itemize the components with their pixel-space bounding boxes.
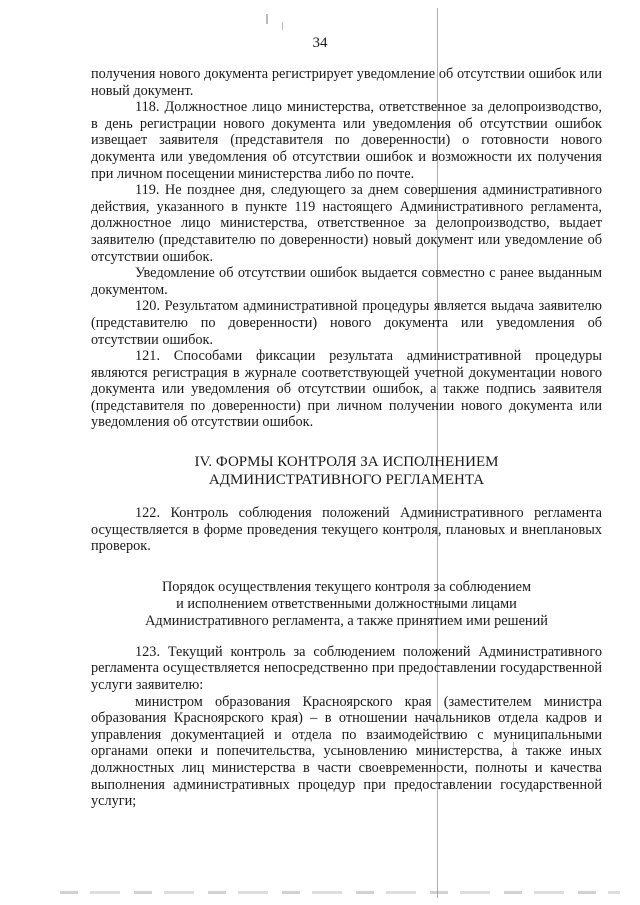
paragraph-notice: Уведомление об отсутствии ошибок выдается совместно с ранее выданным документом. (91, 265, 602, 298)
section-heading (91, 453, 602, 489)
paragraph-minister: министром образования Красноярского края (заместителем министра образования Красноярского края) – в отношении начальников отдела кадров и управления документацией и отдела по взаимодействию с муниципальными органами опеки и попечительства, усыновлению министерства, а также иных должностных лиц министерства в части своевременности, полноты и качества выполнения административных процедур при предоставлении государственной услуги; (91, 693, 602, 810)
scan-artifact (266, 14, 268, 24)
subsection-heading-line-2: и исполнением ответственными должностными лицами (176, 595, 517, 612)
page-number: 34 (312, 35, 328, 51)
subsection-heading (91, 579, 602, 630)
paragraph-123: 123. Текущий контроль за соблюдением положений Административного регламента осуществляется непосредственно при предоставлении государственной услуги заявителю: (91, 643, 602, 694)
paragraph-119: 119. Не позднее дня, следующего за днем совершения административного действия, указанного в пункте 119 настоящего Административного регламента, должностное лицо министерства, ответственное за делопроизводство, выдает заявителю (представителю по доверенности) новый документ или уведомление об отсутствии ошибок. (91, 182, 602, 265)
scan-artifact (282, 22, 283, 30)
paragraph-122: 122. Контроль соблюдения положений Административного регламента осуществляется в форме проведения текущего контроля, плановых и внеплановых проверок. (91, 505, 602, 555)
paragraph-118: 118. Должностное лицо министерства, ответственное за делопроизводство, в день регистрации нового документа или уведомления об отсутствии ошибок извещает заявителя (представителя по доверенности) о готовности нового документа или уведомления об отсутствии ошибок и возможности их получения при личном посещении министерства либо по почте. (91, 99, 602, 182)
paragraph-121: 121. Способами фиксации результата административной процедуры являются регистрация в журнале соответствующей учетной документации нового документа или уведомления об отсутствии ошибок, а также подпись заявителя (представителя по доверенности) при личном получении нового документа или уведомления об отсутствии ошибок. (91, 348, 602, 431)
document-body (91, 66, 602, 810)
scan-footer-noise (60, 891, 620, 894)
paragraph-continuation: получения нового документа регистрирует уведомление об отсутствии ошибок или новый документ. (91, 66, 602, 99)
section-heading-line-2: АДМИНИСТРАТИВНОГО РЕГЛАМЕНТА (208, 472, 485, 489)
paragraph-120: 120. Результатом административной процедуры является выдача заявителю (представителю по доверенности) нового документа или уведомления об отсутствии ошибок. (91, 298, 602, 348)
section-heading-line-1: IV. ФОРМЫ КОНТРОЛЯ ЗА ИСПОЛНЕНИЕМ (194, 454, 499, 471)
subsection-heading-line-1: Порядок осуществления текущего контроля за соблюдением (161, 578, 532, 595)
subsection-heading-line-3: Административного регламента, а также принятием ими решений (145, 612, 548, 629)
